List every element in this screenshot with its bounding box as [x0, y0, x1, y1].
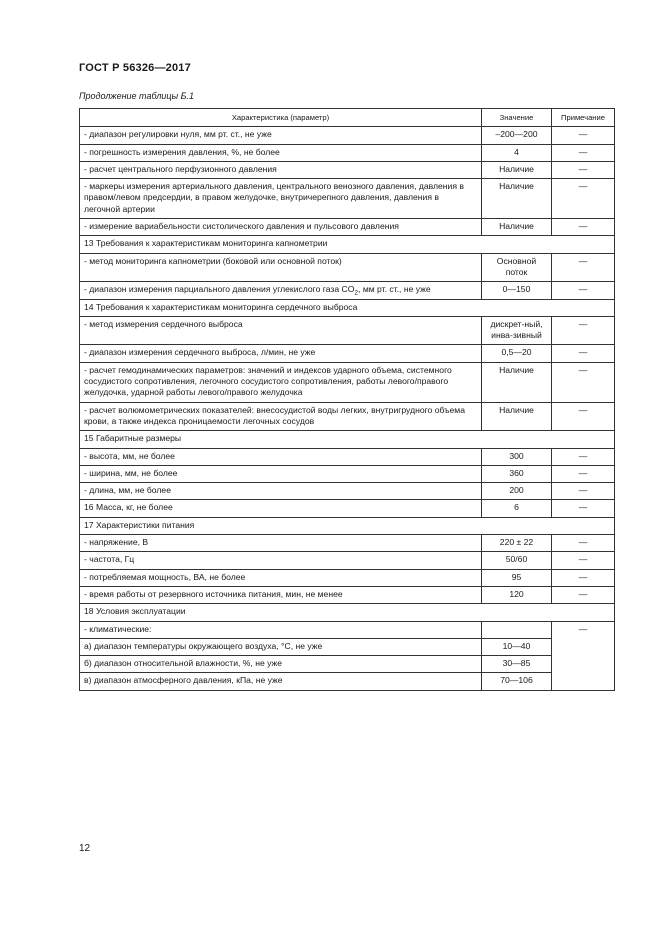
param-cell: [80, 282, 482, 299]
value-cell: 6: [482, 500, 552, 517]
table-row: [80, 465, 615, 482]
param-cell: б) диапазон относительной влажности, %, не уже: [80, 656, 482, 673]
note-cell: —: [552, 483, 615, 500]
column-header-parameter: Характеристика (параметр): [80, 109, 482, 127]
param-text: - диапазон измерения парциального давления углекислого газа CO: [84, 284, 355, 295]
table-row: [80, 282, 615, 299]
value-cell: Наличие: [482, 179, 552, 219]
section-row: [80, 236, 615, 253]
section-row: [80, 299, 615, 316]
note-cell: —: [552, 552, 615, 569]
table-row: [80, 656, 615, 673]
table-row: [80, 402, 615, 431]
value-cell: 0—150: [482, 282, 552, 299]
note-cell: —: [552, 161, 615, 178]
table-row: [80, 219, 615, 236]
param-cell: - измерение вариабельности систолического давления и пульсового давления: [80, 219, 482, 236]
value-cell: 200: [482, 483, 552, 500]
param-cell: - погрешность измерения давления, %, не более: [80, 144, 482, 161]
param-cell: 16 Масса, кг, не более: [80, 500, 482, 517]
table-row: [80, 316, 615, 345]
table-row: [80, 253, 615, 282]
column-header-value: Значение: [482, 109, 552, 127]
note-cell: —: [552, 500, 615, 517]
param-cell: - длина, мм, не более: [80, 483, 482, 500]
note-cell: —: [552, 362, 615, 402]
note-cell: —: [552, 219, 615, 236]
value-cell: –200—200: [482, 127, 552, 144]
param-cell: - время работы от резервного источника питания, мин, не менее: [80, 586, 482, 603]
param-cell: - ширина, мм, не более: [80, 465, 482, 482]
page-number: 12: [79, 843, 91, 854]
table-row: [80, 483, 615, 500]
section-heading: 18 Условия эксплуатации: [80, 604, 615, 621]
spec-table: [79, 108, 615, 691]
note-cell: —: [552, 402, 615, 431]
value-cell: [482, 621, 552, 638]
section-heading: 14 Требования к характеристикам мониторинга сердечного выброса: [80, 299, 615, 316]
value-cell: 300: [482, 448, 552, 465]
value-cell: 0,5—20: [482, 345, 552, 362]
value-cell: 70—106: [482, 673, 552, 690]
table-row: [80, 127, 615, 144]
value-cell: 120: [482, 586, 552, 603]
param-cell: - метод измерения сердечного выброса: [80, 316, 482, 345]
value-cell: дискрет-ный, инва-зивный: [482, 316, 552, 345]
subscript-text: 2: [354, 289, 359, 297]
note-cell: —: [552, 586, 615, 603]
value-cell: Наличие: [482, 402, 552, 431]
param-cell: - маркеры измерения артериального давления, центрального венозного давления, давления в правом/левом предсердии, в правом желудочке, внутричерепного давления, давления в легочной артерии: [80, 179, 482, 219]
table-row: [80, 362, 615, 402]
table-row: [80, 552, 615, 569]
section-row: [80, 431, 615, 448]
table-row: [80, 345, 615, 362]
table-row: [80, 179, 615, 219]
note-cell: —: [552, 253, 615, 282]
section-heading: 13 Требования к характеристикам мониторинга капнометрии: [80, 236, 615, 253]
note-cell: —: [552, 569, 615, 586]
table-row: [80, 673, 615, 690]
table-row: [80, 448, 615, 465]
value-cell: 220 ± 22: [482, 535, 552, 552]
param-cell: - высота, мм, не более: [80, 448, 482, 465]
param-cell: а) диапазон температуры окружающего воздуха, °С, не уже: [80, 638, 482, 655]
param-cell: - климатические:: [80, 621, 482, 638]
table-row: [80, 638, 615, 655]
table-header-row: [80, 109, 615, 127]
document-title: ГОСТ Р 56326—2017: [79, 62, 191, 74]
note-cell: —: [552, 621, 615, 690]
note-cell: —: [552, 448, 615, 465]
note-cell: —: [552, 282, 615, 299]
table-row: [80, 144, 615, 161]
column-header-note: Примечание: [552, 109, 615, 127]
table-row: [80, 500, 615, 517]
value-cell: 95: [482, 569, 552, 586]
note-cell: —: [552, 127, 615, 144]
table-caption: Продолжение таблицы Б.1: [79, 91, 195, 101]
value-cell: Основной поток: [482, 253, 552, 282]
param-cell: - расчет центрального перфузионного давления: [80, 161, 482, 178]
value-cell: Наличие: [482, 161, 552, 178]
param-text: , мм рт. ст., не уже: [358, 284, 431, 295]
section-row: [80, 604, 615, 621]
param-cell: - частота, Гц: [80, 552, 482, 569]
section-row: [80, 517, 615, 534]
param-cell: в) диапазон атмосферного давления, кПа, не уже: [80, 673, 482, 690]
param-cell: - диапазон регулировки нуля, мм рт. ст., не уже: [80, 127, 482, 144]
note-cell: —: [552, 179, 615, 219]
value-cell: Наличие: [482, 362, 552, 402]
param-cell: - расчет гемодинамических параметров: значений и индексов ударного объема, системного сосудистого сопротивления, легочного сосудистого сопротивления, работы левого/правого желудочка, ударной работы левого/правого желудочка: [80, 362, 482, 402]
param-cell: - метод мониторинга капнометрии (боковой или основной поток): [80, 253, 482, 282]
value-cell: 360: [482, 465, 552, 482]
param-cell: - потребляемая мощность, ВА, не более: [80, 569, 482, 586]
section-heading: 15 Габаритные размеры: [80, 431, 615, 448]
table-row: [80, 161, 615, 178]
table-row: [80, 586, 615, 603]
value-cell: 50/60: [482, 552, 552, 569]
value-cell: Наличие: [482, 219, 552, 236]
param-cell: - напряжение, В: [80, 535, 482, 552]
value-cell: 4: [482, 144, 552, 161]
note-cell: —: [552, 345, 615, 362]
note-cell: —: [552, 465, 615, 482]
table-row: [80, 569, 615, 586]
param-cell: - диапазон измерения сердечного выброса, л/мин, не уже: [80, 345, 482, 362]
value-cell: 10—40: [482, 638, 552, 655]
note-cell: —: [552, 535, 615, 552]
table-row: [80, 535, 615, 552]
param-cell: - расчет волюмометрических показателей: внесосудистой воды легких, внутригрудного объема крови, а также индекса проницаемости легочных сосудов: [80, 402, 482, 431]
section-heading: 17 Характеристики питания: [80, 517, 615, 534]
table-row: [80, 621, 615, 638]
value-cell: 30—85: [482, 656, 552, 673]
note-cell: —: [552, 316, 615, 345]
note-cell: —: [552, 144, 615, 161]
